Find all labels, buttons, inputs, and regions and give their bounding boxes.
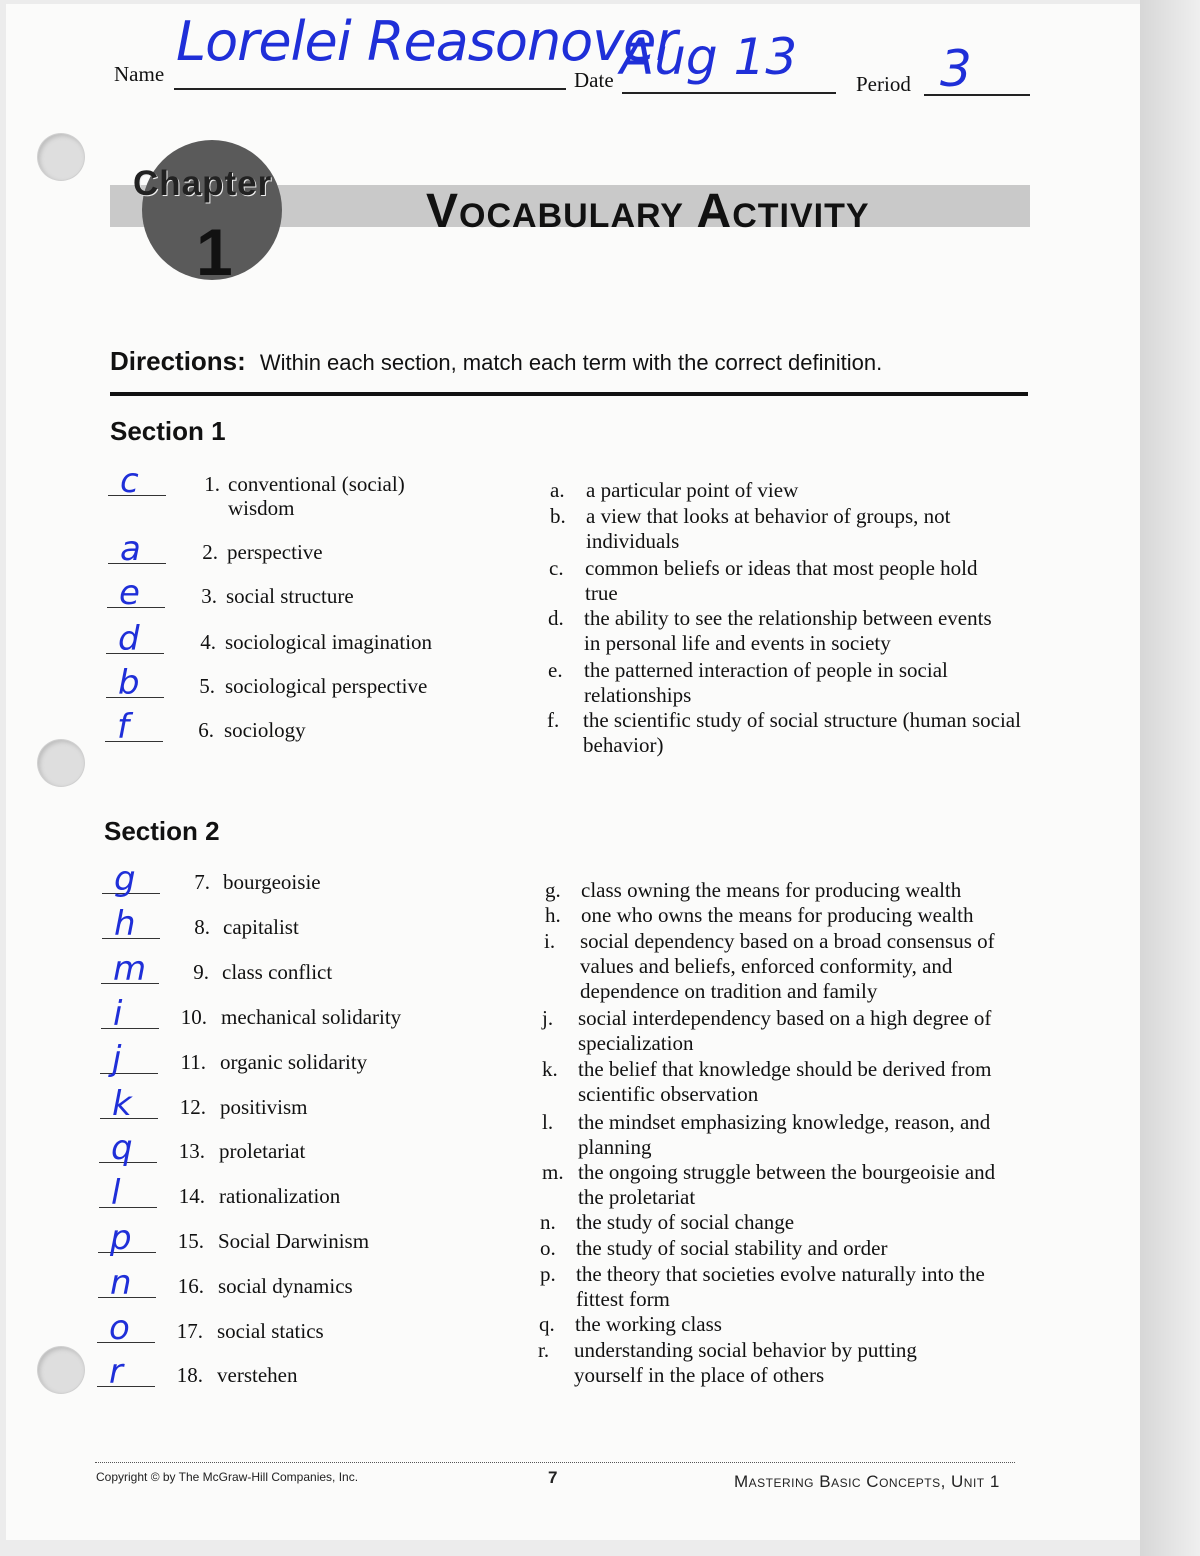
answer-blank[interactable] [97, 1386, 155, 1388]
footer-page-number: 7 [548, 1468, 558, 1487]
directions-label: Directions: [110, 346, 246, 376]
term-text: social dynamics [218, 1274, 353, 1298]
term-text: class conflict [222, 960, 333, 984]
term-number: 9. [193, 960, 209, 984]
footer-series: Mastering Basic Concepts, Unit 1 [734, 1472, 1000, 1491]
answer-blank[interactable] [99, 1207, 157, 1209]
answer-blank[interactable] [100, 1073, 158, 1075]
answer-17[interactable]: o [109, 1308, 130, 1348]
answer-7[interactable]: g [114, 859, 136, 899]
answer-16[interactable]: n [110, 1263, 132, 1303]
term-number: 5. [199, 674, 215, 698]
term-number: 8. [194, 915, 210, 939]
directions [110, 346, 882, 377]
section-2-title: Section 2 [104, 816, 220, 846]
answer-9[interactable]: m [113, 949, 147, 989]
answer-2[interactable]: a [120, 529, 141, 569]
answer-blank[interactable] [105, 741, 163, 743]
term-number: 18. [176, 1363, 203, 1387]
name-field[interactable]: Lorelei Reasonover [176, 10, 677, 73]
term-number: 15. [177, 1229, 204, 1253]
answer-4[interactable]: d [118, 619, 140, 659]
term-text: Social Darwinism [218, 1229, 370, 1253]
answer-8[interactable]: h [114, 904, 136, 944]
period-field[interactable]: 3 [940, 40, 972, 98]
date-line [622, 92, 836, 94]
term-number: 12. [179, 1095, 206, 1119]
chapter-number: 1 [196, 215, 233, 289]
term-number: 14. [178, 1184, 205, 1208]
term-number: 13. [178, 1139, 205, 1163]
term-number: 17. [176, 1319, 203, 1343]
term-text: proletariat [219, 1139, 306, 1163]
term-number: 1. [204, 472, 220, 496]
term-text: organic solidarity [220, 1050, 368, 1074]
section-1-title: Section 1 [110, 416, 226, 446]
term-text: mechanical solidarity [221, 1005, 402, 1029]
term-text: capitalist [223, 915, 299, 939]
term-text: sociological perspective [225, 674, 428, 698]
directions-text: Within each section, match each term with the correct definition. [259, 350, 883, 375]
term-number: 6. [198, 718, 214, 742]
date-label: Date [574, 68, 614, 92]
term-text: verstehen [217, 1363, 298, 1387]
answer-5[interactable]: b [118, 663, 140, 703]
page-edge [1140, 0, 1200, 1556]
date-field[interactable]: Aug 13 [620, 28, 798, 86]
term-text: bourgeoisie [223, 870, 321, 894]
term-text: conventional (social) wisdom [228, 472, 405, 520]
answer-15[interactable]: p [110, 1218, 132, 1258]
page-title: Vocabulary Activity [426, 185, 870, 238]
term-text: social structure [226, 584, 354, 608]
term-text: perspective [227, 540, 323, 564]
answer-14[interactable]: l [111, 1173, 121, 1213]
term-text: social statics [217, 1319, 324, 1343]
term-number: 7. [194, 870, 210, 894]
answer-blank[interactable] [101, 1028, 159, 1030]
answer-18[interactable]: r [109, 1352, 123, 1392]
term-text: positivism [220, 1095, 308, 1119]
chapter-word: Chapter [133, 164, 273, 203]
answer-12[interactable]: k [112, 1084, 132, 1124]
answer-3[interactable]: e [119, 573, 140, 613]
footer-rule [95, 1462, 1015, 1463]
term-text: sociology [224, 718, 306, 742]
term-text: sociological imagination [225, 630, 433, 654]
binder-hole-bottom [38, 1347, 84, 1393]
term-number: 3. [201, 584, 217, 608]
answer-11[interactable]: j [112, 1039, 122, 1079]
term-number: 11. [180, 1050, 206, 1074]
directions-rule [110, 392, 1028, 396]
period-label: Period [856, 72, 911, 96]
answer-13[interactable]: q [111, 1128, 133, 1168]
footer-copyright: Copyright © by The McGraw-Hill Companies, Inc. [96, 1470, 359, 1484]
binder-hole-middle [38, 740, 84, 786]
term-number: 2. [202, 540, 218, 564]
term-number: 10. [180, 1005, 207, 1029]
binder-hole-top [38, 134, 84, 180]
answer-1[interactable]: c [120, 461, 139, 501]
term-number: 16. [177, 1274, 204, 1298]
name-line [174, 88, 566, 90]
name-label: Name [114, 62, 165, 86]
answer-6[interactable]: f [117, 707, 129, 747]
answer-10[interactable]: i [113, 994, 123, 1034]
term-number: 4. [200, 630, 216, 654]
term-text: rationalization [219, 1184, 341, 1208]
